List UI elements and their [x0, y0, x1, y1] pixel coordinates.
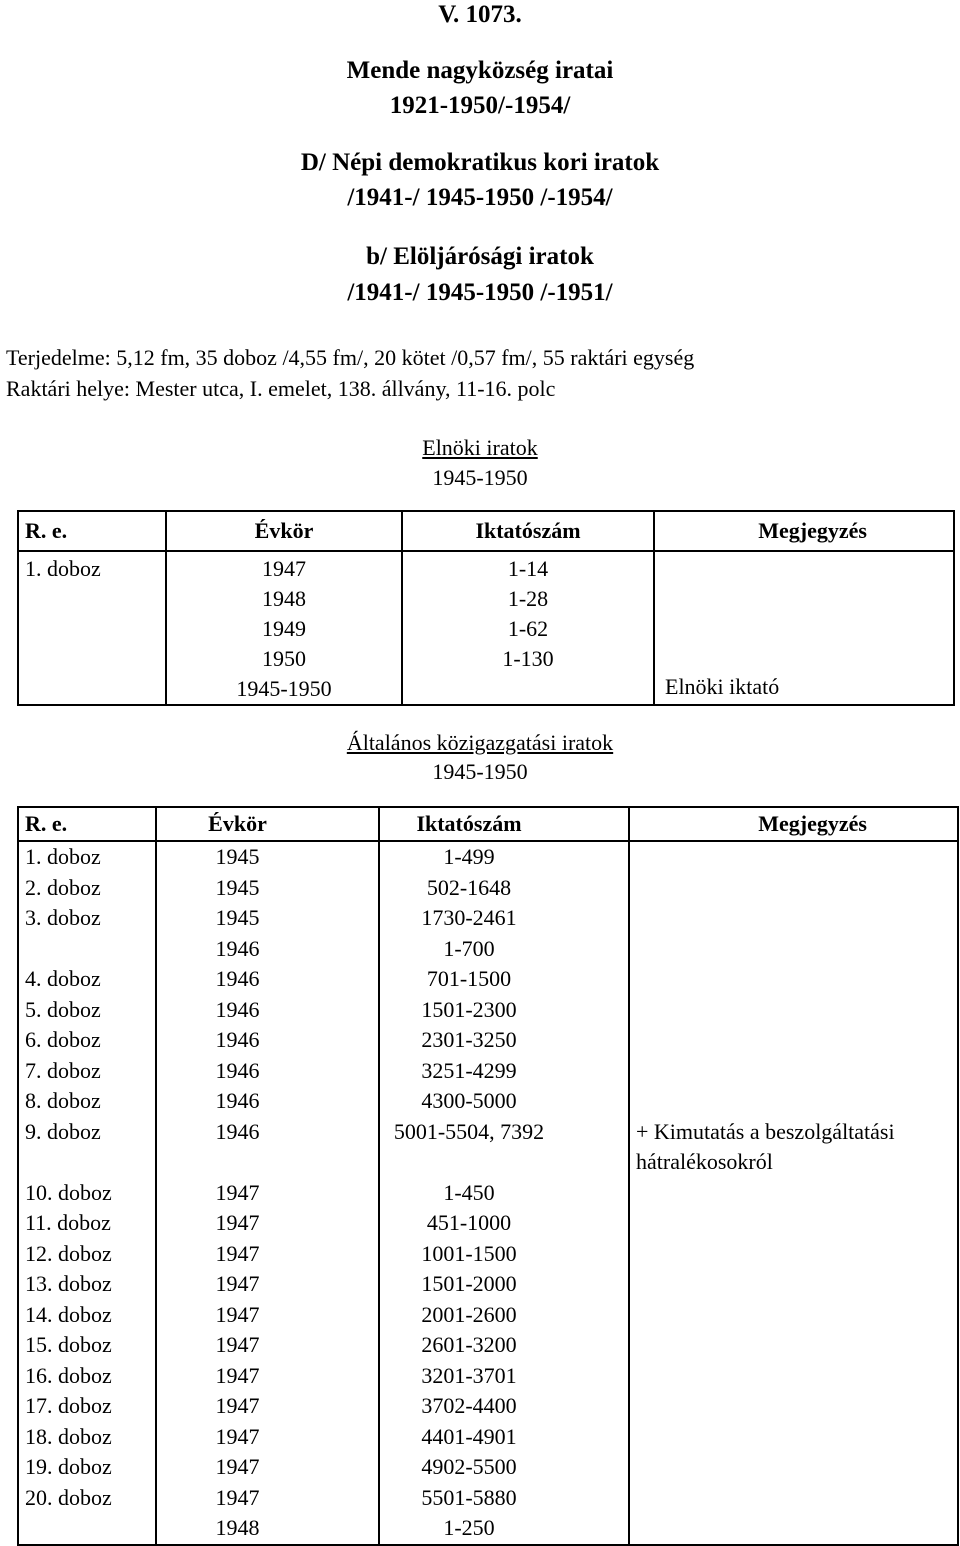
- row-megjegyzes: [629, 1025, 958, 1056]
- row-iktatoszam: 2301-3250: [379, 1025, 629, 1056]
- table-row: [18, 1239, 958, 1270]
- header-iktatoszam: Iktatószám: [402, 511, 654, 551]
- row-year: 1947: [156, 1239, 379, 1270]
- row-iktatoszam: 502-1648: [379, 873, 629, 904]
- table-row: [18, 841, 958, 873]
- subtitle-subseries-range: /1941-/ 1945-1950 /-1951/: [347, 279, 613, 306]
- header-megjegyzes: Megjegyzés: [654, 511, 954, 551]
- row-year: 1947: [156, 1208, 379, 1239]
- row-megjegyzes: [629, 934, 958, 965]
- row-re: 11. doboz: [18, 1208, 156, 1239]
- row-re: 17. doboz: [18, 1391, 156, 1422]
- row-megjegyzes: [629, 1300, 958, 1331]
- section-title-elnoki: Elnöki iratok: [422, 435, 538, 460]
- document-title: Mende nagyközség iratai: [346, 57, 614, 84]
- location-line: Raktári helye: Mester utca, I. emelet, 138. állvány, 11-16. polc: [6, 376, 556, 401]
- number-value: 1-28: [507, 586, 549, 611]
- row-iktatoszam: 4401-4901: [379, 1422, 629, 1453]
- year-value: 1949: [262, 616, 306, 641]
- table-row: [18, 1269, 958, 1300]
- row-iktatoszam: 1501-2300: [379, 995, 629, 1026]
- row-iktatoszam: 451-1000: [379, 1208, 629, 1239]
- row-megjegyzes: [629, 1452, 958, 1483]
- table-row: [18, 964, 958, 995]
- table-row: [18, 1513, 958, 1545]
- table-row: [18, 1483, 958, 1514]
- row-iktatoszam: 701-1500: [379, 964, 629, 995]
- row-re: [18, 1147, 156, 1178]
- row-re: 6. doboz: [18, 1025, 156, 1056]
- row-megjegyzes: [629, 1056, 958, 1087]
- row-megjegyzes: [629, 1239, 958, 1270]
- row-megjegyzes: [629, 1086, 958, 1117]
- row-iktatoszam: 2601-3200: [379, 1330, 629, 1361]
- subtitle-series: D/ Népi demokratikus kori iratok: [300, 149, 660, 176]
- row-year: 1946: [156, 1117, 379, 1148]
- row-year: 1947: [156, 1422, 379, 1453]
- table-row: [18, 1300, 958, 1331]
- row-iktatoszam: 1501-2000: [379, 1269, 629, 1300]
- row-year: 1946: [156, 934, 379, 965]
- row-iktatoszam: 1-250: [379, 1513, 629, 1545]
- row-megjegyzes: [629, 1513, 958, 1545]
- row-re: 14. doboz: [18, 1300, 156, 1331]
- number-value: 1-14: [507, 556, 549, 581]
- header-evkor: Évkör: [166, 511, 402, 551]
- table-row: [18, 1025, 958, 1056]
- row-iktatoszam: 5001-5504, 7392: [379, 1117, 629, 1148]
- row-numbers: [402, 551, 654, 705]
- row-years: [166, 551, 402, 705]
- row-year: 1947: [156, 1391, 379, 1422]
- row-year: 1947: [156, 1269, 379, 1300]
- table-row: [18, 1056, 958, 1087]
- row-re: 9. doboz: [18, 1117, 156, 1148]
- row-year: 1947: [156, 1300, 379, 1331]
- row-year: 1947: [156, 1330, 379, 1361]
- row-re: 2. doboz: [18, 873, 156, 904]
- header-evkor: Évkör: [156, 807, 379, 841]
- year-value: 1945-1950: [236, 676, 332, 701]
- row-megjegyzes: [629, 964, 958, 995]
- row-re: 8. doboz: [18, 1086, 156, 1117]
- row-re: 7. doboz: [18, 1056, 156, 1087]
- row-year: 1947: [156, 1452, 379, 1483]
- row-year: 1945: [156, 841, 379, 873]
- row-re: 3. doboz: [18, 903, 156, 934]
- row-year: 1947: [156, 1178, 379, 1209]
- header-megjegyzes: Megjegyzés: [629, 807, 958, 841]
- row-megjegyzes: [629, 1361, 958, 1392]
- row-year: 1948: [156, 1513, 379, 1545]
- table-row: [18, 1391, 958, 1422]
- table-row: [18, 1117, 958, 1148]
- row-megjegyzes: + Kimutatás a beszolgáltatási: [629, 1117, 958, 1148]
- section-range-elnoki: 1945-1950: [432, 465, 528, 490]
- row-iktatoszam: 1001-1500: [379, 1239, 629, 1270]
- row-megjegyzes: [629, 1269, 958, 1300]
- row-iktatoszam: 1-700: [379, 934, 629, 965]
- document-reference: V. 1073.: [438, 1, 522, 28]
- table-row: [18, 1330, 958, 1361]
- row-re: 20. doboz: [18, 1483, 156, 1514]
- header-iktatoszam: Iktatószám: [379, 807, 629, 841]
- table-row: [18, 934, 958, 965]
- row-megjegyzes: [629, 873, 958, 904]
- row-iktatoszam: 4902-5500: [379, 1452, 629, 1483]
- row-re: [18, 934, 156, 965]
- row-re: [18, 1513, 156, 1545]
- row-megjegyzes: [629, 903, 958, 934]
- row-re: 19. doboz: [18, 1452, 156, 1483]
- table-row: [18, 873, 958, 904]
- number-value: 1-62: [507, 616, 549, 641]
- elnoki-table: [17, 510, 955, 706]
- row-re: 5. doboz: [18, 995, 156, 1026]
- table-row: [18, 1452, 958, 1483]
- row-megjegyzes: [629, 841, 958, 873]
- row-iktatoszam: 2001-2600: [379, 1300, 629, 1331]
- row-re: 1. doboz: [18, 841, 156, 873]
- row-megjegyzes: hátralékosokról: [629, 1147, 958, 1178]
- table-header-row: [18, 511, 954, 551]
- document-title-range: 1921-1950/-1954/: [389, 92, 571, 119]
- number-value: 1-130: [502, 646, 554, 671]
- year-value: 1947: [262, 556, 306, 581]
- row-year: 1947: [156, 1361, 379, 1392]
- row-re: 10. doboz: [18, 1178, 156, 1209]
- table-header-row: [18, 807, 958, 841]
- table-row: [18, 1147, 958, 1178]
- header-re: R. e.: [18, 807, 156, 841]
- table-row: [18, 1086, 958, 1117]
- header-re: R. e.: [18, 511, 166, 551]
- row-megjegyzes: [629, 1422, 958, 1453]
- row-note: Elnöki iktató: [654, 551, 954, 705]
- section-title-altalanos: Általános közigazgatási iratok: [346, 730, 614, 755]
- section-range-altalanos: 1945-1950: [432, 759, 528, 784]
- table-row: [18, 1422, 958, 1453]
- row-year: 1946: [156, 964, 379, 995]
- row-megjegyzes: [629, 1391, 958, 1422]
- table-row: [18, 903, 958, 934]
- row-megjegyzes: [629, 1178, 958, 1209]
- row-iktatoszam: 4300-5000: [379, 1086, 629, 1117]
- row-megjegyzes: [629, 1330, 958, 1361]
- table-row: [18, 1361, 958, 1392]
- row-iktatoszam: 1-450: [379, 1178, 629, 1209]
- row-re: 18. doboz: [18, 1422, 156, 1453]
- table-row: [18, 1208, 958, 1239]
- row-iktatoszam: 1730-2461: [379, 903, 629, 934]
- row-iktatoszam: 3201-3701: [379, 1361, 629, 1392]
- row-re: 1. doboz: [18, 551, 166, 705]
- row-iktatoszam: 5501-5880: [379, 1483, 629, 1514]
- row-iktatoszam: 3702-4400: [379, 1391, 629, 1422]
- row-iktatoszam: [379, 1147, 629, 1178]
- year-value: 1950: [262, 646, 306, 671]
- row-year: 1945: [156, 873, 379, 904]
- row-year: 1947: [156, 1483, 379, 1514]
- table-row: [18, 1178, 958, 1209]
- row-year: 1946: [156, 995, 379, 1026]
- row-iktatoszam: 3251-4299: [379, 1056, 629, 1087]
- row-year: 1945: [156, 903, 379, 934]
- row-year: 1946: [156, 1025, 379, 1056]
- altalanos-table: [17, 806, 959, 1546]
- extent-line: Terjedelme: 5,12 fm, 35 doboz /4,55 fm/, 20 kötet /0,57 fm/, 55 raktári egység: [6, 345, 695, 370]
- row-year: 1946: [156, 1056, 379, 1087]
- row-year: [156, 1147, 379, 1178]
- row-re: 12. doboz: [18, 1239, 156, 1270]
- row-re: 13. doboz: [18, 1269, 156, 1300]
- row-megjegyzes: [629, 995, 958, 1026]
- row-megjegyzes: [629, 1483, 958, 1514]
- row-re: 16. doboz: [18, 1361, 156, 1392]
- subtitle-subseries: b/ Elöljárósági iratok: [366, 243, 594, 270]
- year-value: 1948: [262, 586, 306, 611]
- row-year: 1946: [156, 1086, 379, 1117]
- row-re: 4. doboz: [18, 964, 156, 995]
- row-iktatoszam: 1-499: [379, 841, 629, 873]
- subtitle-series-range: /1941-/ 1945-1950 /-1954/: [347, 184, 613, 211]
- row-re: 15. doboz: [18, 1330, 156, 1361]
- table-row: [18, 995, 958, 1026]
- table-row: [18, 551, 954, 705]
- row-megjegyzes: [629, 1208, 958, 1239]
